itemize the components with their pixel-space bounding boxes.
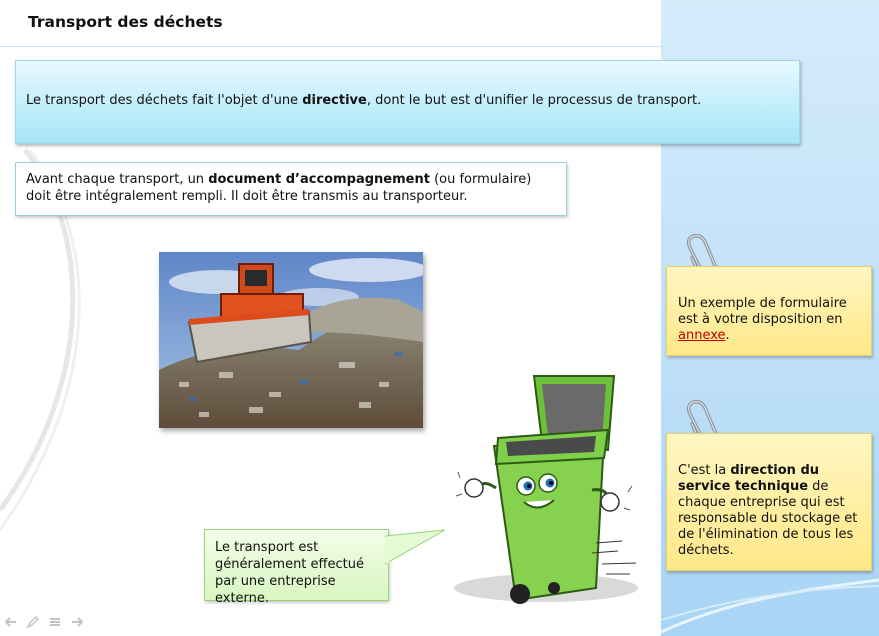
pencil-icon[interactable] <box>26 614 40 628</box>
landfill-image <box>159 252 423 428</box>
annex-link[interactable]: annexe <box>678 328 726 343</box>
title-divider <box>0 46 661 47</box>
back-arrow-icon[interactable] <box>4 614 18 628</box>
page-title: Transport des déchets <box>28 13 223 31</box>
speech-bubble: Le transport est généralement effectué par une entreprise externe. <box>204 529 389 601</box>
speech-bubble-tail <box>385 528 455 573</box>
intro-text: Le transport des déchets fait l'objet d'une directive, dont le but est d'unifier le processus de transport. <box>26 93 702 108</box>
forward-arrow-icon[interactable] <box>70 614 84 628</box>
responsibility-note: C'est la direction du service technique de chaque entreprise qui est responsable du stockage et de l'élimination de tous les déchets. <box>666 433 872 571</box>
annex-note: Un exemple de formulaire est à votre disposition en annexe. <box>666 266 872 356</box>
green-bin-mascot <box>446 368 646 608</box>
bulldozer-landfill-photo <box>159 252 423 428</box>
menu-icon[interactable] <box>48 614 62 628</box>
document-box: Avant chaque transport, un document d’accompagnement (ou formulaire) doit être intégralement rempli. Il doit être transmis au transporteur. <box>15 162 567 216</box>
intro-box <box>15 60 800 144</box>
bottom-nav <box>4 614 84 628</box>
